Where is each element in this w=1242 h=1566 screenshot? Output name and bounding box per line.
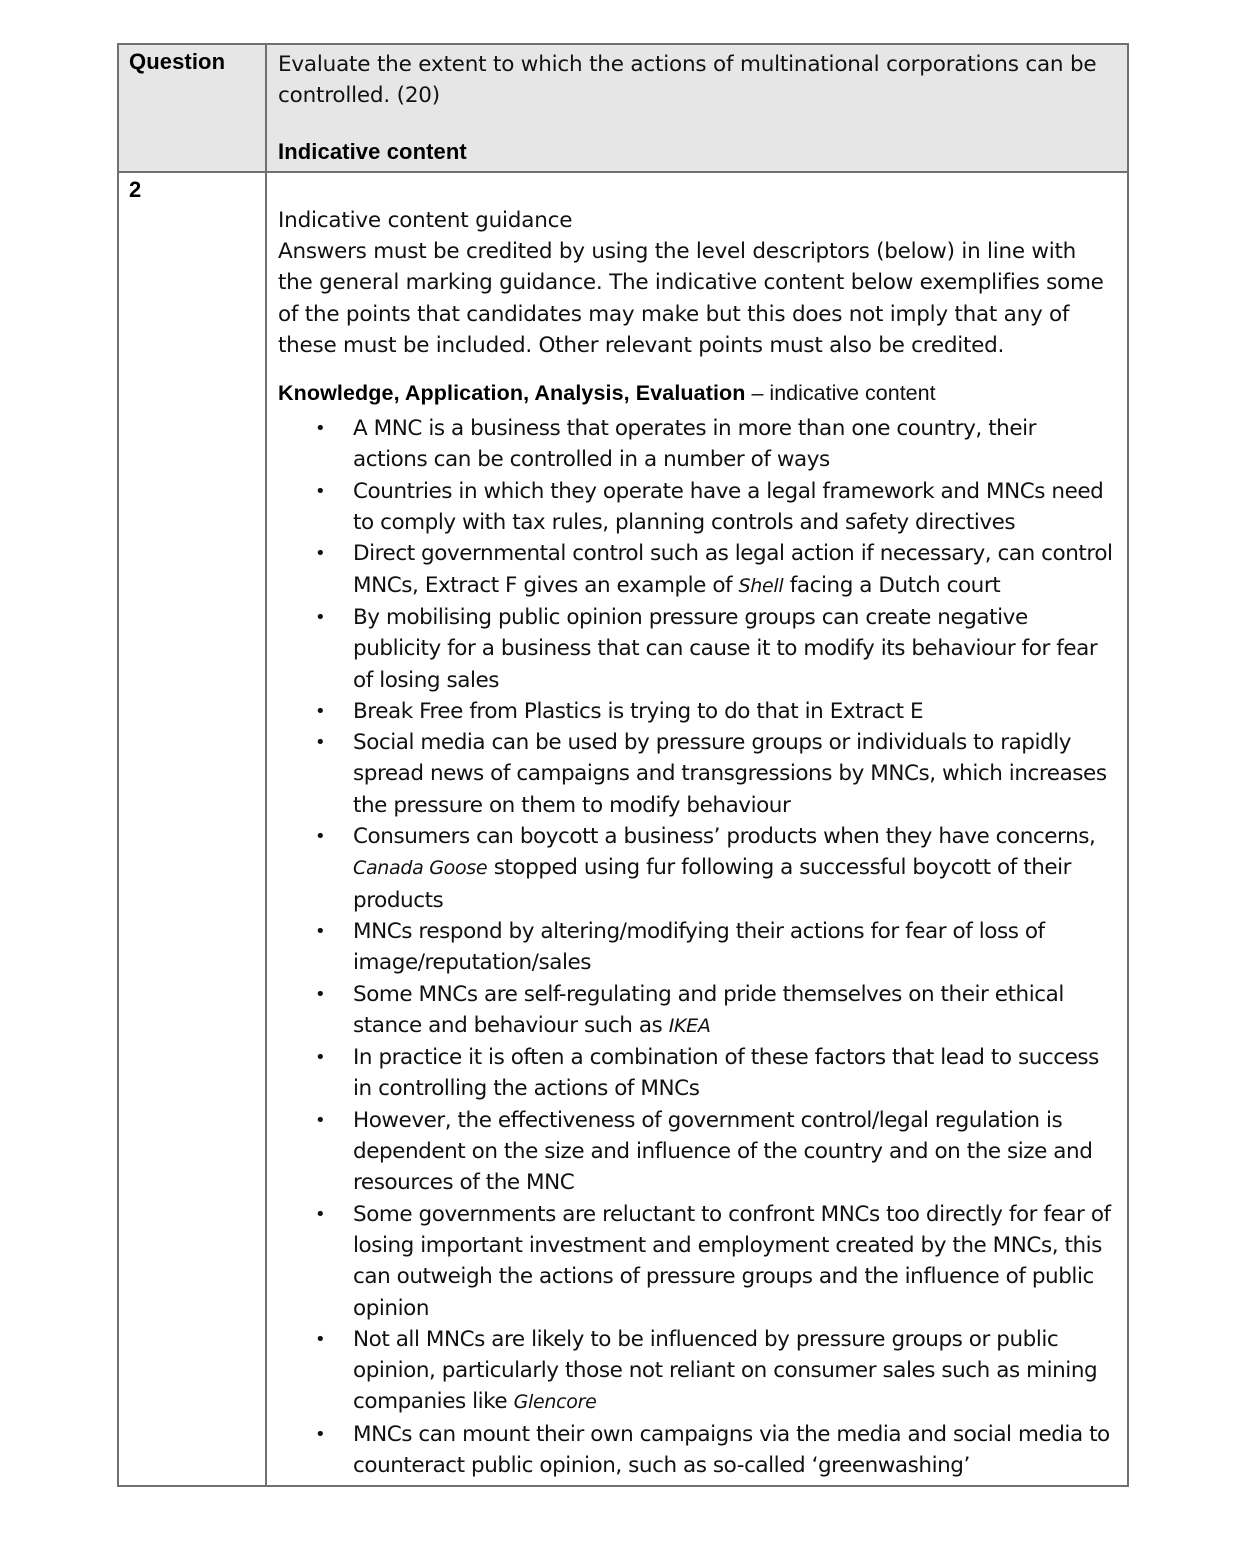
bullet-icon: • xyxy=(315,1047,326,1069)
kaae-suffix: – indicative content xyxy=(745,381,936,406)
bullet-icon: • xyxy=(315,920,326,942)
question-number-cell xyxy=(118,172,266,1486)
point-text: Social media can be used by pressure groups or individuals to rapidly spread news of campaigns and transgressions by MNCs, which increases the pressure on them to modify behaviour xyxy=(353,730,1107,818)
indicative-point xyxy=(315,821,1113,916)
kaae-heading xyxy=(278,378,1113,410)
indicative-point xyxy=(315,727,1113,821)
point-text: MNCs can mount their own campaigns via the media and social media to counteract public opinion, such as so-called ‘greenwashing’ xyxy=(353,1421,1110,1478)
question-text: Evaluate the extent to which the actions of multinational corporations can be controlled. (20) xyxy=(278,52,1097,108)
kaae-bold-label: Knowledge, Application, Analysis, Evaluation xyxy=(278,381,746,406)
point-text: Some MNCs are self-regulating and pride themselves on their ethical stance and behaviour such as xyxy=(353,981,1064,1038)
question-number: 2 xyxy=(129,177,142,202)
bullet-icon: • xyxy=(315,1328,326,1350)
guidance-text: Answers must be credited by using the level descriptors (below) in line with the general marking guidance. The indicative content below exemplifies some of the points that candidates may make but this does not imply that any of these must be included. Other relevant points must also be credited. xyxy=(278,239,1104,358)
question-label-cell xyxy=(118,44,266,172)
indicative-point xyxy=(315,979,1113,1043)
bullet-icon: • xyxy=(315,983,326,1005)
indicative-point xyxy=(315,696,1113,727)
point-text: MNCs respond by altering/modifying their actions for fear of loss of image/reputation/sales xyxy=(353,918,1045,976)
indicative-content-cell xyxy=(266,172,1128,1486)
point-company-name: Shell xyxy=(738,574,784,597)
mark-scheme-table xyxy=(117,43,1129,1487)
indicative-point xyxy=(315,1199,1113,1324)
bullet-icon: • xyxy=(315,606,326,628)
point-text: However, the effectiveness of government control/legal regulation is dependent on the size and influence of the country and on the size and resources of the MNC xyxy=(353,1107,1093,1196)
point-text-continued: facing a Dutch court xyxy=(783,572,1001,598)
guidance-title: Indicative content guidance xyxy=(278,208,573,233)
header-row xyxy=(118,44,1128,172)
indicative-point xyxy=(315,1105,1113,1199)
indicative-point xyxy=(315,1419,1113,1482)
indicative-point xyxy=(315,1042,1113,1105)
indicative-point xyxy=(315,916,1113,979)
bullet-icon: • xyxy=(315,1109,326,1131)
bullet-icon: • xyxy=(315,732,326,754)
point-text: Some governments are reluctant to confront MNCs too directly for fear of losing important investment and employment created by the MNCs, this can outweigh the actions of pressure groups and the influence of public opinion xyxy=(353,1201,1111,1321)
bullet-icon: • xyxy=(315,700,326,722)
question-text-cell xyxy=(266,44,1128,172)
bullet-icon: • xyxy=(315,1203,326,1225)
point-company-name: Glencore xyxy=(513,1391,597,1414)
point-text: Not all MNCs are likely to be influenced by pressure groups or public opinion, particularly those not reliant on consumer sales such as mining companies like xyxy=(353,1326,1098,1415)
point-company-name: IKEA xyxy=(668,1014,711,1037)
point-text: Direct governmental control such as legal action if necessary, can control MNCs, Extract F gives an example of xyxy=(353,541,1113,598)
indicative-point xyxy=(315,1324,1113,1419)
bullet-icon: • xyxy=(315,826,326,848)
question-label: Question xyxy=(129,49,226,74)
bullet-icon: • xyxy=(315,543,326,565)
indicative-point xyxy=(315,602,1113,696)
point-company-name: Canada Goose xyxy=(353,857,488,880)
point-text: Break Free from Plastics is trying to do that in Extract E xyxy=(353,698,924,724)
bullet-icon: • xyxy=(315,418,326,440)
content-row xyxy=(118,172,1128,1486)
indicative-point xyxy=(315,413,1113,476)
point-text: A MNC is a business that operates in more than one country, their actions can be controlled in a number of ways xyxy=(353,416,1037,473)
point-text: Countries in which they operate have a legal framework and MNCs need to comply with tax rules, planning controls and safety directives xyxy=(353,478,1104,536)
indicative-point xyxy=(315,538,1113,602)
bullet-icon: • xyxy=(315,480,326,502)
point-text: Consumers can boycott a business’ products when they have concerns, xyxy=(353,824,1096,850)
indicative-points-list xyxy=(278,413,1113,1481)
point-text: In practice it is often a combination of these factors that lead to success in controlling the actions of MNCs xyxy=(353,1045,1099,1102)
bullet-icon: • xyxy=(315,1423,326,1445)
point-text: By mobilising public opinion pressure groups can create negative publicity for a business that can cause it to modify its behaviour for fear of losing sales xyxy=(353,604,1098,693)
indicative-content-heading: Indicative content xyxy=(278,139,467,164)
indicative-point xyxy=(315,476,1113,539)
point-text-continued: stopped using fur following a successful boycott of their products xyxy=(353,855,1072,913)
